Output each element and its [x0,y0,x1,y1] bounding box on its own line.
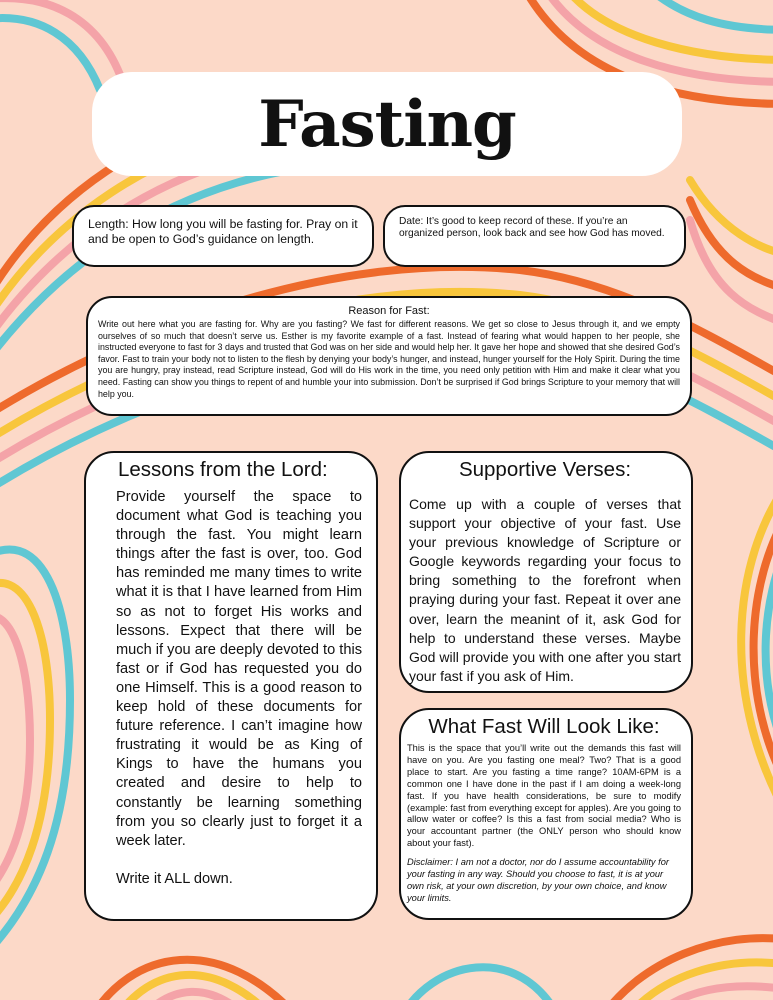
page-title: Fasting [258,86,516,162]
lessons-closing: Write it ALL down. [116,870,233,887]
looks-like-body: This is the space that you’ll write out the demands this fast will have on you. Are you fasting one meal? Two? That is a good place to start. Are you fasting a time range? 10AM-6PM is a common one I have done in the past if I am doing a week-long fast. If you have health considerations, be sure to modify (example: fast from everything except for apples). Are you going to allow water or coffee? Is this a fast from social media? Who is your accountant partner (the ONLY person who should know about your fast). [407,743,681,849]
looks-like-box [399,708,693,920]
length-text: Length: How long you will be fasting for. Pray on it and be open to God’s guidance on length. [88,217,358,246]
arc-left-lower [0,549,70,960]
verses-body: Come up with a couple of verses that support your objective of your fast. Use your previous knowledge of Scripture or Google keywords regarding your focus to bring something to the forefront when praying during your fast. Repeat it over ane over, learn the meanint of it, ask God for help to understand these verses. Maybe God will provide you with one after you start your fast if you ask of Him. [409,496,681,684]
disclaimer-text: Disclaimer: I am not a doctor, nor do I assume accountability for your fasting in any way. Should you choose to fast, it is at your own risk, at your own discretion, by your own choice, and know your limits. [407,857,669,903]
date-box [383,205,686,267]
lessons-box [84,451,378,921]
length-box [72,205,374,267]
arc-bottom [90,938,773,1000]
arc-right-lower [741,480,773,820]
looks-like-heading: What Fast Will Look Like: [428,715,660,738]
title-banner [92,72,682,176]
reason-body: Write out here what you are fasting for. Why are you fasting? We fast for different reasons. We get so close to Jesus through it, and we empty ourselves of so much that doesn’t serve us. Esther is my favorite example of a fast. Instead of fearing what would happen to her people, she instructed everyone to fast for 3 days and trusted that God was on her side and would help her. It gave her hope and showed that she desired God’s favor. Fast to train your body not to listen to the flesh by denying your body’s hunger, and instead, hunger yourself for the Holy Spirit. During the time you are hungry, pray instead, read Scripture instead, God will do His work in the time, you need only petition with Him and make it clear what you need. Fasting can show you things to repent of and humble your into submission. Don’t be surprised if God brings Scripture to your memory that will help you. [98,319,680,399]
lessons-body: Provide yourself the space to document what God is teaching you through the fast. You might learn things after the fast is over, too. God has reminded me many times to write what it is that I have learned from Him so as not to forget His works and lessons. Expect that there will be much if you are deeply devoted to this fast or if God has requested you do one Himself. This is a good reason to keep hold of these documents for future reference. I can’t imagine how frustrating it would be as King of Kings to have the humans you created and desire to help to constantly be learning something from you so clearly just to forget it a week later. [116,489,362,849]
verses-box [399,451,693,693]
verses-heading: Supportive Verses: [458,458,632,481]
reason-heading: Reason for Fast: [348,305,430,317]
date-text: Date: It’s good to keep record of these. If you’re an organized person, look back and see how God has moved. [399,216,665,240]
reason-box [86,296,692,416]
lessons-heading: Lessons from the Lord: [118,458,328,481]
